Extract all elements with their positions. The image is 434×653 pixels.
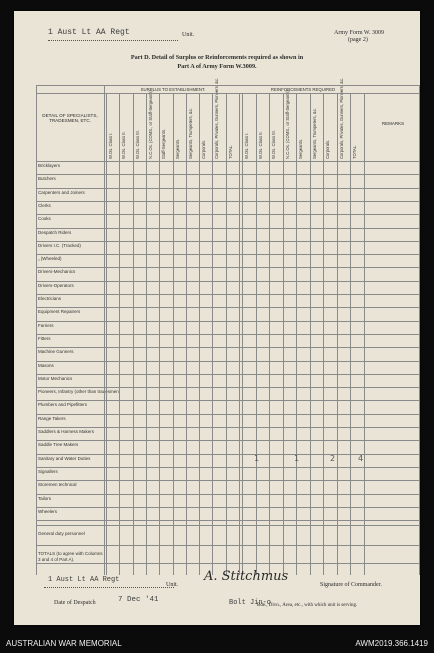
remarks-header: REMARKS: [381, 121, 405, 126]
reinforcement-column-header: TOTAL.: [352, 144, 357, 159]
caption-bar: [0, 636, 434, 653]
form-page: [14, 11, 420, 625]
detail-header: DETAIL OF SPECIALISTS, TRADESMEN, ETC.: [42, 113, 98, 123]
grid-row-line: [36, 307, 420, 308]
surplus-column-header: W.Os. Class I.: [108, 132, 113, 159]
footer-unit-label: Unit.: [166, 582, 179, 588]
row-label: Equipment Repairers: [38, 309, 81, 315]
handwritten-value: 2: [330, 454, 336, 463]
surplus-column-header: Staff-Sergeants.: [161, 128, 167, 159]
surplus-column-header: Sergeants.: [174, 138, 180, 159]
caption-left: AUSTRALIAN WAR MEMORIAL: [6, 639, 122, 648]
despatch-date: 7 Dec '41: [118, 596, 159, 604]
reinforcement-column-header: Corporals, Privates, Gunners, Pioneers, &c.: [338, 77, 344, 159]
row-label: Storemen technical: [38, 482, 77, 488]
row-label: Masons: [38, 362, 54, 368]
row-label: Machine Gunners: [38, 349, 74, 355]
row-label: Clerks: [38, 202, 51, 208]
grid-column-line: [283, 93, 284, 575]
row-label: Cooks: [38, 216, 51, 222]
row-label: Pioneers, Infantry (other than tradesmen): [38, 389, 121, 395]
grid-column-line: [36, 85, 37, 575]
row-label: Range Takers: [38, 415, 66, 421]
row-label: Bricklayers: [38, 163, 61, 168]
form-name: Army Form W. 3009: [334, 30, 385, 36]
grid-row-line: [36, 545, 420, 546]
grid-column-line: [226, 93, 227, 575]
grid-row-line: [36, 294, 420, 295]
grid-column-line: [269, 93, 270, 575]
grid-row-line: [36, 228, 420, 229]
row-label: Farriers: [38, 322, 54, 328]
unit-dotted-line: [48, 40, 178, 41]
grid-row-line: [36, 507, 420, 508]
detail-table: [36, 77, 420, 575]
grid-row-line: [36, 188, 420, 189]
grid-row-line: [36, 387, 420, 388]
reinforcement-column-header: W.Os. Class II.: [257, 131, 263, 159]
handwritten-value: 4: [358, 454, 364, 463]
grid-row-line: [36, 525, 420, 526]
page-label: (page 2): [348, 37, 368, 43]
grid-column-line: [146, 93, 147, 575]
grid-column-line: [119, 93, 120, 575]
title-line-2: Part A of Army Form W.3009.: [177, 63, 257, 70]
row-label: Drivers I.C. (Tracked): [38, 242, 81, 248]
grid-row-line: [36, 254, 420, 255]
row-label: Butchers: [38, 176, 56, 182]
reinforcement-column-header: N.C.Os. (COMS., or Staff-Sergeants): [284, 90, 290, 159]
grid-column-line: [133, 93, 134, 575]
grid-row-line: [36, 93, 420, 94]
grid-row-line: [36, 414, 420, 415]
row-label: Carpenters and Joiners: [38, 189, 85, 195]
grid-column-line: [242, 93, 243, 575]
row-label: Plumbers and Pipefitters: [38, 402, 88, 408]
grid-column-line: [106, 93, 107, 575]
grid-row-line: [36, 563, 420, 564]
grid-column-line: [323, 93, 324, 575]
surplus-column-header: Corporals.: [201, 139, 207, 159]
grid-row-line: [36, 400, 420, 401]
surplus-column-header: W.Os. Class III.: [134, 130, 140, 159]
grid-row-line: [36, 361, 420, 362]
grid-row-line: [36, 440, 420, 441]
grid-row-line: [36, 374, 420, 375]
grid-column-line: [350, 93, 351, 575]
grid-row-line: [36, 480, 420, 481]
reinforcement-column-header: Sergeants, Trumpeters, &c.: [311, 108, 317, 159]
reinforcements-header: REINFORCEMENTS REQUIRED: [270, 87, 336, 92]
surplus-column-header: N.C.Os. (COMS., or Staff-Sergeants): [147, 90, 153, 159]
row-label: Drivers-Operators: [38, 282, 74, 288]
surplus-column-header: Corporals, Privates, Gunners, Pioneers, &c.: [214, 77, 220, 159]
grid-row-line: [36, 161, 420, 162]
grid-row-line: [36, 520, 420, 521]
signature-label: Signature of Commander.: [320, 582, 382, 588]
grid-row-line: [36, 85, 420, 86]
grid-row-line: [36, 347, 420, 348]
reinforcement-column-header: Sergeants.: [298, 138, 303, 159]
grid-column-line: [104, 85, 105, 575]
unit-stamp: Bolt Jin-o: [229, 599, 272, 607]
grid-row-line: [36, 267, 420, 268]
grid-column-line: [419, 85, 420, 575]
grid-row-line: [36, 321, 420, 322]
grid-row-line: [36, 201, 420, 202]
handwritten-value: 1: [254, 454, 260, 463]
grid-column-line: [310, 93, 311, 575]
grid-row-line: [36, 241, 420, 242]
grid-column-line: [364, 93, 365, 575]
grid-column-line: [212, 93, 213, 575]
surplus-column-header: Sergeants, Trumpeters, &c.: [187, 108, 193, 159]
form-title: [14, 54, 420, 70]
handwritten-value: 1: [294, 454, 300, 463]
unit-label: Unit.: [182, 32, 195, 38]
row-label: „ (Wheeled): [38, 256, 62, 262]
grid-row-line: [36, 427, 420, 428]
footer-unit-typed: 1 Aust Lt AA Regt: [48, 576, 120, 584]
reinforcement-column-header: W.Os. Class I.: [244, 132, 249, 159]
grid-row-line: [36, 334, 420, 335]
row-label: Motor Mechanics: [38, 375, 73, 381]
row-label: Wheelers: [38, 508, 58, 514]
surplus-column-header: TOTAL.: [227, 144, 233, 159]
row-label: Despatch Riders: [38, 229, 72, 235]
footer-unit-line: [44, 587, 174, 588]
row-label: Saddle Tree Makers: [38, 442, 79, 448]
row-label: Drivers-Mechanics: [38, 269, 76, 275]
commander-signature: A. Stitchmus: [204, 569, 289, 584]
caption-right: AWM2019.366.1419: [355, 639, 428, 648]
grid-column-line: [159, 93, 160, 575]
reinforcement-column-header: W.Os. Class III.: [271, 130, 276, 159]
grid-column-line: [337, 93, 338, 575]
general-duty-label: General duty personnel: [38, 531, 85, 536]
reinforcement-column-header: Corporals.: [325, 139, 330, 159]
surplus-header: SURPLUS TO ESTABLISHMENT.: [140, 87, 206, 92]
grid-row-line: [36, 281, 420, 282]
title-line-1: Part D. Detail of Surplus or Reinforcements required as shown in: [130, 54, 304, 61]
grid-column-line: [173, 93, 174, 575]
row-label: Electricians: [38, 296, 62, 301]
row-label: Signallers: [38, 468, 58, 474]
totals-label: TOTALS (to agree with Columns 3 and 4 of Part A).: [38, 551, 103, 562]
grid-row-line: [36, 494, 420, 495]
grid-row-line: [36, 174, 420, 175]
grid-column-line: [199, 93, 200, 575]
grid-column-line: [239, 93, 240, 575]
surplus-column-header: W.Os. Class II.: [121, 131, 127, 159]
row-label: Tailors: [38, 495, 52, 501]
row-label: Sanitary and Water Duties: [38, 455, 91, 461]
despatch-label: Date of Despatch: [54, 600, 96, 606]
row-label: Fitters: [38, 335, 51, 341]
unit-note: Bde., Divn., Area, etc., with which unit is serving.: [257, 603, 358, 608]
grid-column-line: [294, 93, 300, 575]
row-label: Saddlers & Harness Makers: [38, 429, 95, 434]
grid-row-line: [36, 467, 420, 468]
grid-column-line: [186, 93, 187, 575]
grid-row-line: [36, 214, 420, 215]
unit-typed: 1 Aust Lt AA Regt: [48, 28, 130, 37]
